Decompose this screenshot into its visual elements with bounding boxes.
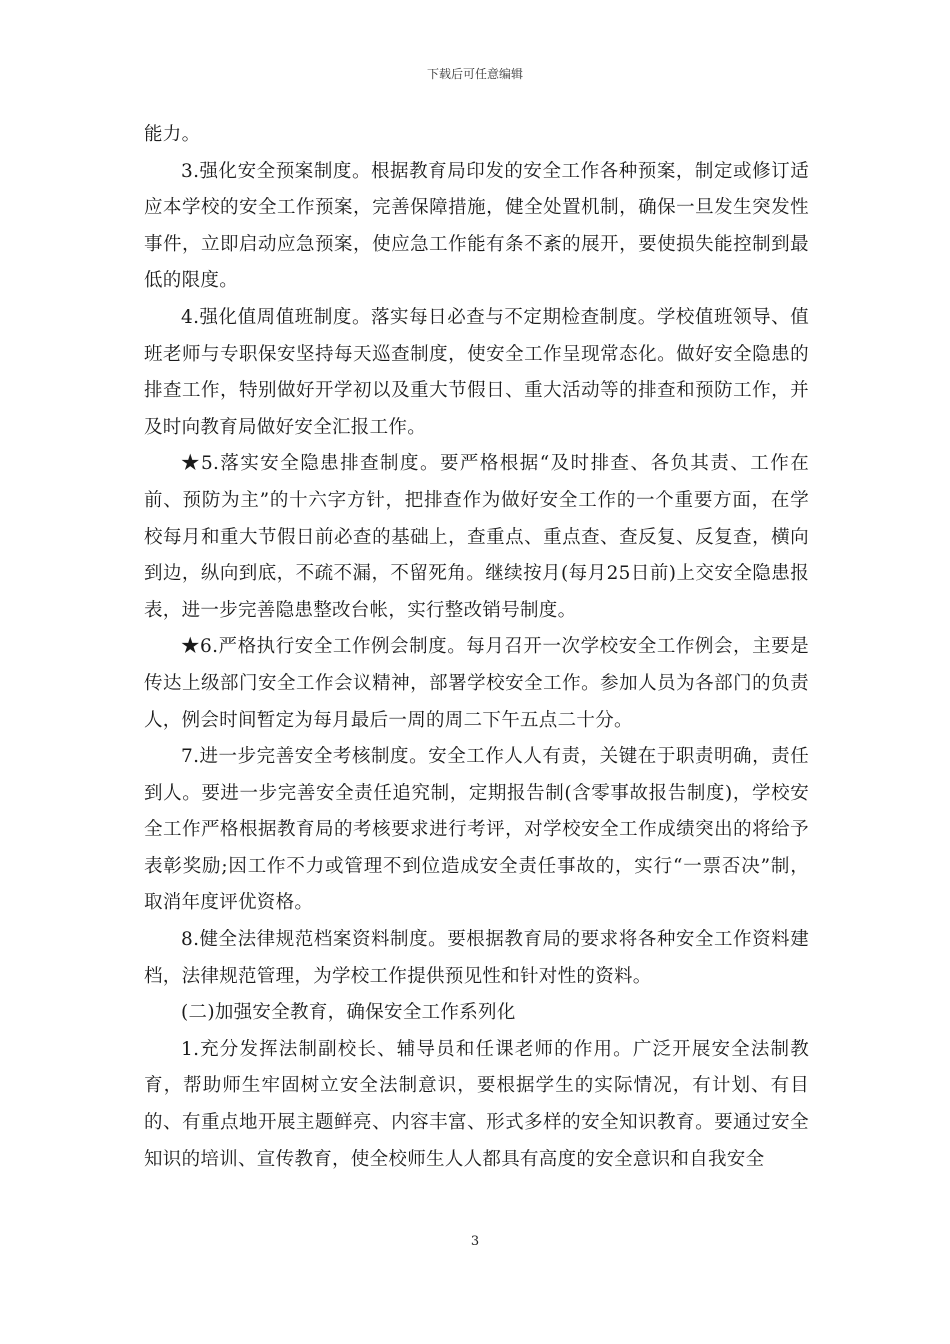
paragraph-item-4: 4.强化值周值班制度。落实每日必查与不定期检查制度。学校值班领导、值班老师与专职保安坚持每天巡查制度，使安全工作呈现常态化。做好安全隐患的排查工作，特别做好开学初以及重大节假日、重大活动等的排查和预防工作，并及时向教育局做好安全汇报工作。 bbox=[144, 306, 809, 438]
page-header: 下载后可任意编辑 bbox=[426, 67, 523, 81]
paragraph-continuation: 能力。 bbox=[144, 124, 201, 145]
paragraph-item-8: 8.健全法律规范档案资料制度。要根据教育局的要求将各种安全工作资料建档，法律规范管理，为学校工作提供预见性和针对性的资料。 bbox=[144, 929, 809, 987]
paragraph-item-7: 7.进一步完善安全考核制度。安全工作人人有责，关键在于职责明确，责任到人。要进一步完善安全责任追究制，定期报告制(含零事故报告制度)，学校安全工作严格根据教育局的考核要求进行考评，对学校安全工作成绩突出的将给予表彰奖励;因工作不力或管理不到位造成安全责任事故的，实行“一票否决”制，取消年度评优资格。 bbox=[144, 746, 809, 914]
page-number: 3 bbox=[470, 1234, 480, 1249]
paragraph-item-5: ★5.落实安全隐患排查制度。要严格根据“及时排查、各负其责、工作在前、预防为主”的十六字方针，把排查作为做好安全工作的一个重要方面，在学校每月和重大节假日前必查的基础上，查重点、重点查、查反复、反复查，横向到边，纵向到底，不疏不漏，不留死角。继续按月(每月25日前)上交安全隐患报表，进一步完善隐患整改台帐，实行整改销号制度。 bbox=[144, 453, 809, 621]
paragraph-item-3: 3.强化安全预案制度。根据教育局印发的安全工作各种预案，制定或修订适应本学校的安全工作预案，完善保障措施，健全处置机制，确保一旦发生突发性事件，立即启动应急预案，使应急工作能有条不紊的展开，要使损失能控制到最低的限度。 bbox=[144, 160, 809, 292]
paragraph-item-1: 1.充分发挥法制副校长、辅导员和任课老师的作用。广泛开展安全法制教育，帮助师生牢固树立安全法制意识，要根据学生的实际情况，有计划、有目的、有重点地开展主题鲜亮、内容丰富、形式多样的安全知识教育。要通过安全知识的培训、宣传教育，使全校师生人人都具有高度的安全意识和自我安全 bbox=[144, 1038, 809, 1170]
paragraph-item-6: ★6.严格执行安全工作例会制度。每月召开一次学校安全工作例会，主要是传达上级部门安全工作会议精神，部署学校安全工作。参加人员为各部门的负责人，例会时间暂定为每月最后一周的周二下午五点二十分。 bbox=[144, 636, 809, 731]
section-heading: (二)加强安全教育，确保安全工作系列化 bbox=[181, 1002, 516, 1024]
document-body bbox=[144, 117, 809, 1178]
